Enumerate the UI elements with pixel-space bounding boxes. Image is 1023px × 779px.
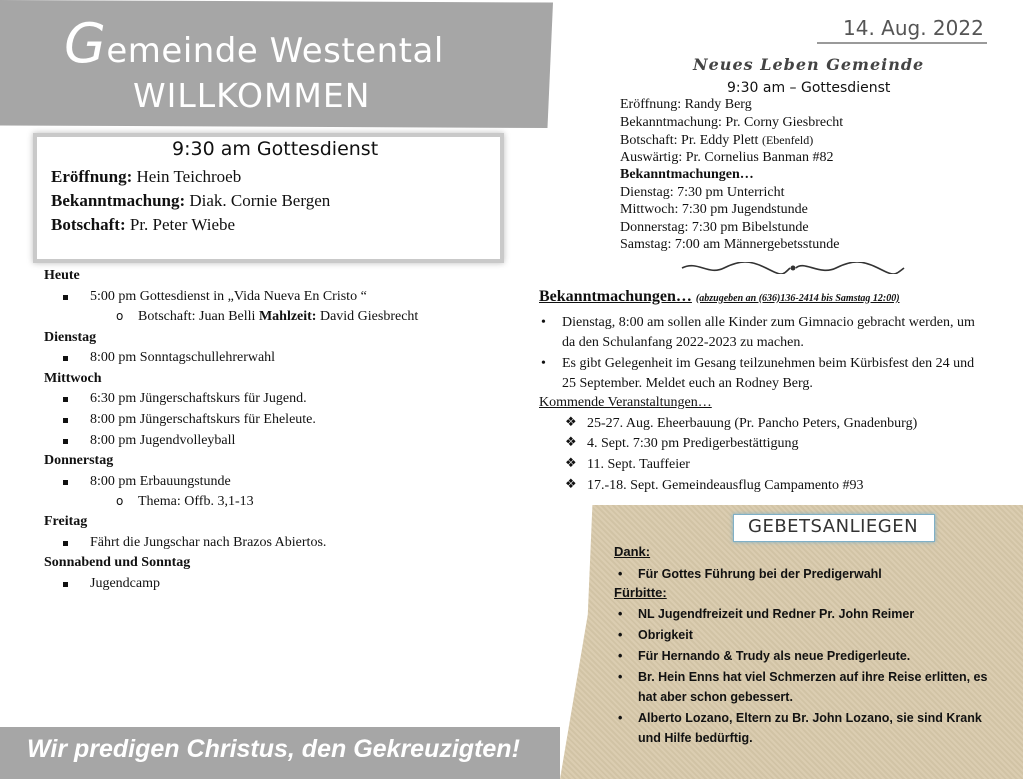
nl-line: Samstag: 7:00 am Männergebetsstunde: [620, 237, 840, 252]
nl-announcements-heading: Bekanntmachungen…: [620, 167, 754, 182]
service-message: Botschaft: Pr. Peter Wiebe: [51, 215, 236, 234]
bulletin-date: 14. Aug. 2022: [843, 16, 984, 40]
nl-line: Botschaft: Pr. Eddy Plett (Ebenfeld): [620, 133, 814, 148]
announcement-item: • Dienstag, 8:00 am sollen alle Kinder zum Gimnacio gebracht werden, um da den Schulanfang 2022-2023 zu machen.: [541, 315, 975, 350]
event-item: ❖ 17.-18. Sept. Gemeindeausflug Campamento #93: [565, 477, 864, 493]
list-item: 8:00 pm Jüngerschaftskurs für Eheleute.: [90, 412, 316, 428]
announcement-item: • Es gibt Gelegenheit im Gesang teilzunehmen beim Kürbisfest den 24 und 25 September. Meldet euch an Rodney Berg.: [541, 356, 975, 391]
church-title-initial: G: [64, 12, 107, 75]
prayer-item: • Alberto Lozano, Eltern zu Br. John Lozano, sie sind Krank und Hilfe bedürftig.: [618, 711, 982, 745]
event-item: ❖ 11. Sept. Tauffeier: [565, 456, 690, 472]
event-item: ❖ 4. Sept. 7:30 pm Predigerbestättigung: [565, 435, 799, 451]
list-item: 8:00 pm Sonntagschullehrerwahl: [90, 350, 275, 366]
church-title-rest: emeinde Westental: [106, 31, 444, 71]
prayer-item: • NL Jugendfreizeit und Redner Pr. John Reimer: [618, 607, 915, 621]
list-subitem: o Thema: Offb. 3,1-13: [116, 494, 254, 509]
prayer-item: • Für Hernando & Trudy als neue Predigerleute.: [618, 649, 911, 663]
prayer-thanks-heading: Dank:: [614, 544, 651, 559]
events-heading: Kommende Veranstaltungen…: [539, 395, 712, 410]
list-item: Fährt die Jungschar nach Brazos Abiertos.: [90, 535, 326, 551]
nl-line: Bekanntmachung: Pr. Corny Giesbrecht: [620, 115, 844, 130]
day-heute: Heute: [44, 268, 80, 283]
prayer-item: • Br. Hein Enns hat viel Schmerzen auf ihre Reise erlitten, es hat aber schon gebessert.: [618, 670, 988, 704]
day-mittwoch: Mittwoch: [44, 371, 102, 386]
announcements-heading: Bekanntmachungen… (abzugeben an (636)136-2414 bis Samstag 12:00): [539, 288, 900, 305]
prayer-title: GEBETSANLIEGEN: [748, 516, 919, 537]
ornament-divider: [678, 262, 908, 274]
list-item: 5:00 pm Gottesdienst in „Vida Nueva En Cristo “: [90, 289, 367, 305]
event-item: ❖ 25-27. Aug. Eheerbauung (Pr. Pancho Peters, Gnadenburg): [565, 415, 918, 431]
nl-line: Eröffnung: Randy Berg: [620, 97, 752, 112]
footer-slogan: Wir predigen Christus, den Gekreuzigten!: [27, 735, 520, 763]
list-item: Jugendcamp: [90, 576, 160, 592]
church-title: [64, 12, 444, 75]
day-dienstag: Dienstag: [44, 330, 97, 345]
prayer-item: • Obrigkeit: [618, 628, 693, 642]
welcome-title: WILLKOMMEN: [133, 76, 371, 115]
prayer-item: • Für Gottes Führung bei der Predigerwahl: [618, 567, 882, 581]
list-subitem: o Botschaft: Juan Belli Mahlzeit: David Giesbrecht: [116, 309, 419, 324]
nl-line: Auswärtig: Pr. Cornelius Banman #82: [620, 150, 834, 165]
nl-line: Mittwoch: 7:30 pm Jugendstunde: [620, 202, 808, 217]
day-donnerstag: Donnerstag: [44, 453, 114, 468]
announcements-note: (abzugeben an (636)136-2414 bis Samstag 12:00): [695, 293, 900, 304]
list-item: 6:30 pm Jüngerschaftskurs für Jugend.: [90, 391, 307, 407]
service-announcement: Bekanntmachung: Diak. Cornie Bergen: [51, 191, 331, 210]
nl-line: Donnerstag: 7:30 pm Bibelstunde: [620, 220, 809, 235]
nl-service-time: 9:30 am – Gottesdienst: [727, 80, 891, 96]
day-weekend: Sonnabend und Sonntag: [44, 555, 191, 570]
nl-line: Dienstag: 7:30 pm Unterricht: [620, 185, 785, 200]
date-underline: [817, 42, 987, 44]
prayer-intercession-heading: Fürbitte:: [614, 585, 667, 600]
list-item: 8:00 pm Jugendvolleyball: [90, 433, 235, 449]
service-title: 9:30 am Gottesdienst: [172, 138, 379, 160]
day-freitag: Freitag: [44, 514, 88, 529]
service-opening: Eröffnung: Hein Teichroeb: [51, 167, 242, 186]
nl-church-title: Neues Leben Gemeinde: [693, 55, 925, 74]
list-item: 8:00 pm Erbauungstunde: [90, 474, 231, 490]
